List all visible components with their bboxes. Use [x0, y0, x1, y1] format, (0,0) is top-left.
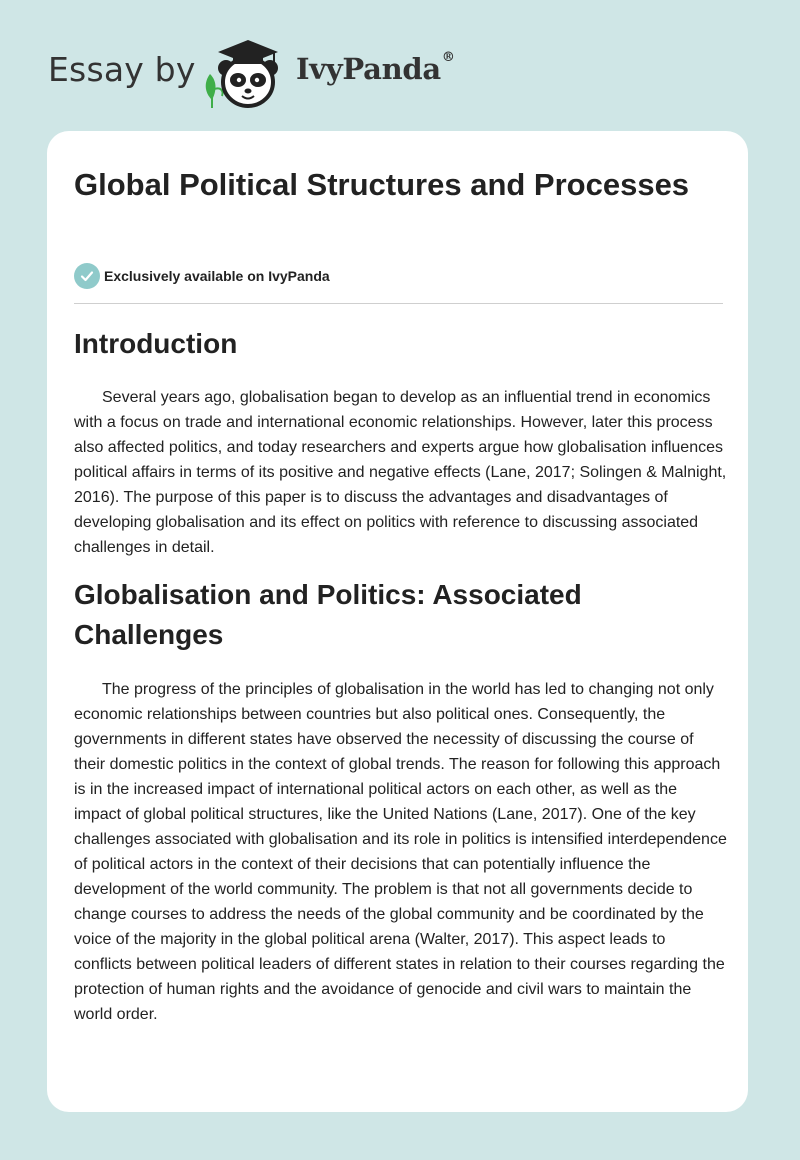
badge-text: Exclusively available on IvyPanda — [104, 268, 330, 284]
section-heading-globalisation-politics: Globalisation and Politics: Associated Challenges — [74, 579, 582, 650]
essay-by-label: Essay by — [48, 50, 196, 89]
globalisation-paragraph: The progress of the principles of globalisation in the world has led to changing not only economic relationships between countries but also political ones. Consequently, the governments in different states have observed the necessity of discussing the course of their domestic politics in the context of global trends. The reason for following this approach is in the increased impact of international political actors on each other, as well as the impact of global political structures, like the United Nations (Lane, 2017). One of the key challenges associated with globalisation and its role in politics is intensified interdependence of political actors in the context of their decisions that can potentially influence the development of the world community. The problem is that not all governments decide to change courses to address the needs of the global community and be coordinated by the voice of the majority in the global political arena (Walter, 2017). This aspect leads to conflicts between political leaders of different states in relation to their courses regarding the protection of human rights and the avoidance of genocide and civil wars to maintain the world order. — [74, 681, 727, 1023]
introduction-paragraph: Several years ago, globalisation began to develop as an influential trend in economics with a focus on trade and international economic relationships. However, later this process also affected politics, and today researchers and experts argue how globalisation influences political affairs in terms of its positive and negative effects (Lane, 2017; Solingen & Malnight, 2016). The purpose of this paper is to discuss the advantages and disadvantages of developing globalisation and its effect on politics with reference to discussing associated challenges in detail. — [74, 389, 727, 556]
title-divider — [74, 303, 723, 304]
check-circle-icon — [74, 263, 100, 289]
essay-title: Global Political Structures and Processes — [74, 167, 690, 202]
section-heading-introduction: Introduction — [74, 328, 238, 359]
registered-mark: ® — [441, 50, 455, 65]
brand-name[interactable]: IvyPanda® — [296, 50, 455, 86]
site-header — [0, 0, 800, 130]
panda-graduate-logo-icon[interactable] — [200, 30, 296, 112]
exclusive-badge — [74, 263, 330, 289]
essay-card — [47, 131, 748, 1112]
